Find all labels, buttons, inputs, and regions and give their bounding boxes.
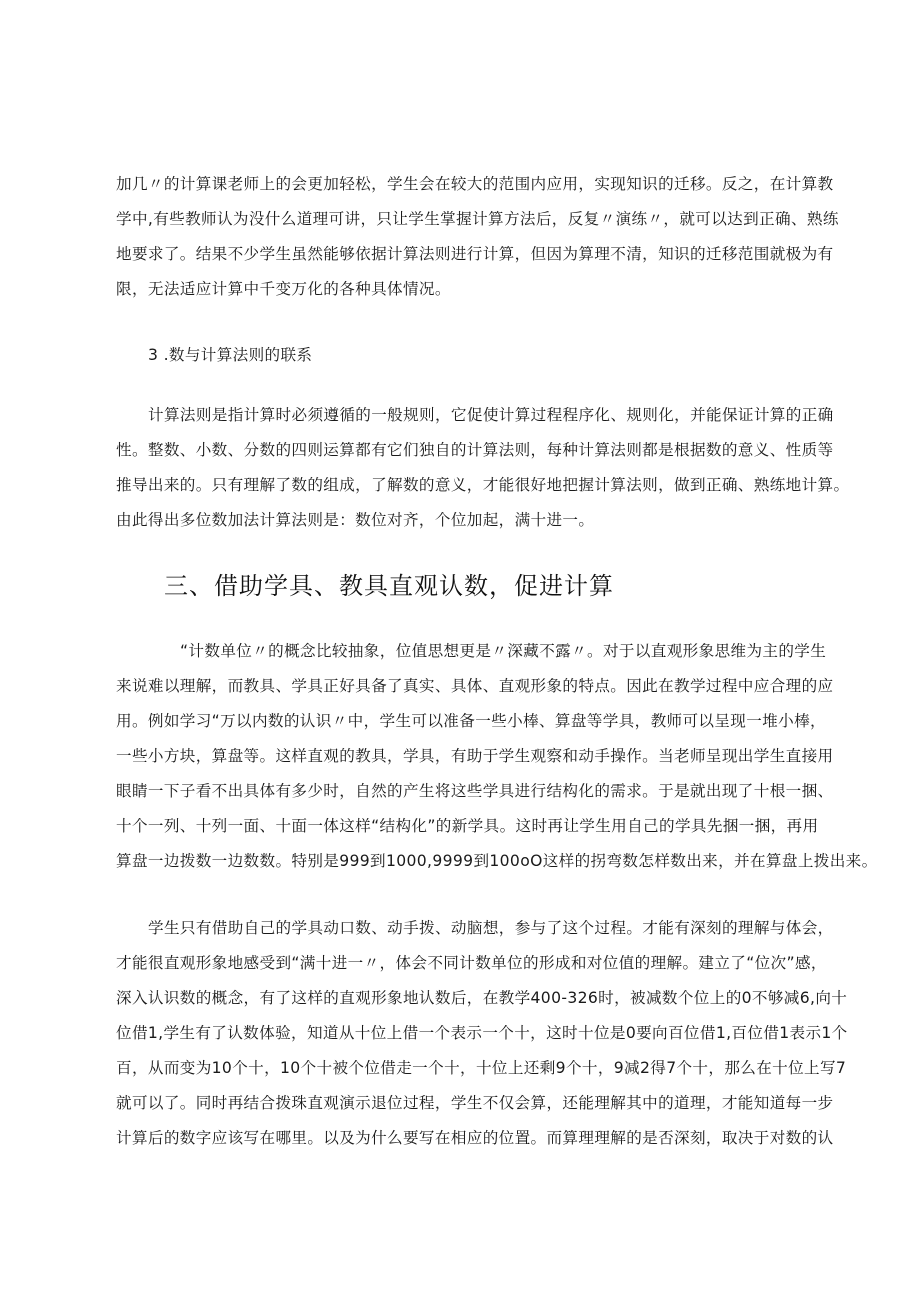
text-line: 位借1,学生有了认数体验，知道从十位上借一个表示一个十，这时十位是0要向百位借1,百位借1表示1个 [116,1024,848,1042]
text-line: 才能很直观形象地感受到“满十进一〃，体会不同计数单位的形成和对位值的理解。建立了“位次”感， [116,954,827,972]
subsection-title: 3 .数与计算法则的联系 [148,346,313,364]
section-heading: 三、借助学具、教具直观认数，促进计算 [164,572,614,600]
text-line: 算盘一边拨数一边数数。特别是999到1000,9999到100oO这样的拐弯数怎样数出来，并在算盘上拨出来。 [116,852,878,870]
text-line: 眼睛一下子看不出具体有多少时，自然的产生将这些学具进行结构化的需求。于是就出现了十根一捆、 [116,782,834,800]
text-line: 加几〃的计算课老师上的会更加轻松，学生会在较大的范围内应用，实现知识的迁移。反之，在计算教 [116,175,834,193]
text-line: 十个一列、十列一面、十面一体这样“结构化”的新学具。这时再让学生用自己的学具先捆一捆，再用 [116,817,819,835]
text-line: 学中,有些教师认为没什么道理可讲，只让学生掌握计算方法后，反复〃演练〃，就可以达到正确、熟练 [116,210,839,228]
text-line: 用。例如学习“万以内数的认识〃中，学生可以准备一些小棒、算盘等学具，教师可以呈现一堆小棒， [116,712,826,730]
text-line: 深入认识数的概念，有了这样的直观形象地认数后，在教学400-326时，被减数个位上的0不够减6,向十 [116,989,848,1007]
text-line: 来说难以理解，而教具、学具正好具备了真实、具体、直观形象的特点。因此在教学过程中应合理的应 [116,677,834,695]
text-line: 学生只有借助自己的学具动口数、动手拨、动脑想，参与了这个过程。才能有深刻的理解与体会， [148,919,834,937]
text-line: 一些小方块，算盘等。这样直观的教具，学具，有助于学生观察和动手操作。当老师呈现出学生直接用 [116,747,834,765]
text-line: 推导出来的。只有理解了数的组成，了解数的意义，才能很好地把握计算法则，做到正确、熟练地计算。 [116,476,850,494]
text-line: 计算后的数字应该写在哪里。以及为什么要写在相应的位置。而算理理解的是否深刻，取决于对数的认 [116,1129,834,1147]
text-line: “计数单位〃的概念比较抽象，位值思想更是〃深藏不露〃。对于以直观形象思维为主的学生 [180,642,827,660]
text-line: 地要求了。结果不少学生虽然能够依据计算法则进行计算，但因为算理不清，知识的迁移范围就极为有 [116,245,834,263]
text-line: 就可以了。同时再结合拨珠直观演示退位过程，学生不仅会算，还能理解其中的道理，才能知道每一步 [116,1094,834,1112]
text-line: 性。整数、小数、分数的四则运算都有它们独自的计算法则，每种计算法则都是根据数的意义、性质等 [116,441,834,459]
text-line: 由此得出多位数加法计算法则是：数位对齐，个位加起，满十进一。 [116,511,595,529]
text-line: 百，从而变为10个十，10个十被个位借走一个十，十位上还剩9个十，9减2得7个十，那么在十位上写7 [116,1059,847,1077]
text-line: 计算法则是指计算时必须遵循的一般规则，它促使计算过程程序化、规则化，并能保证计算的正确 [148,406,834,424]
text-line: 限，无法适应计算中千变万化的各种具体情况。 [116,280,451,298]
